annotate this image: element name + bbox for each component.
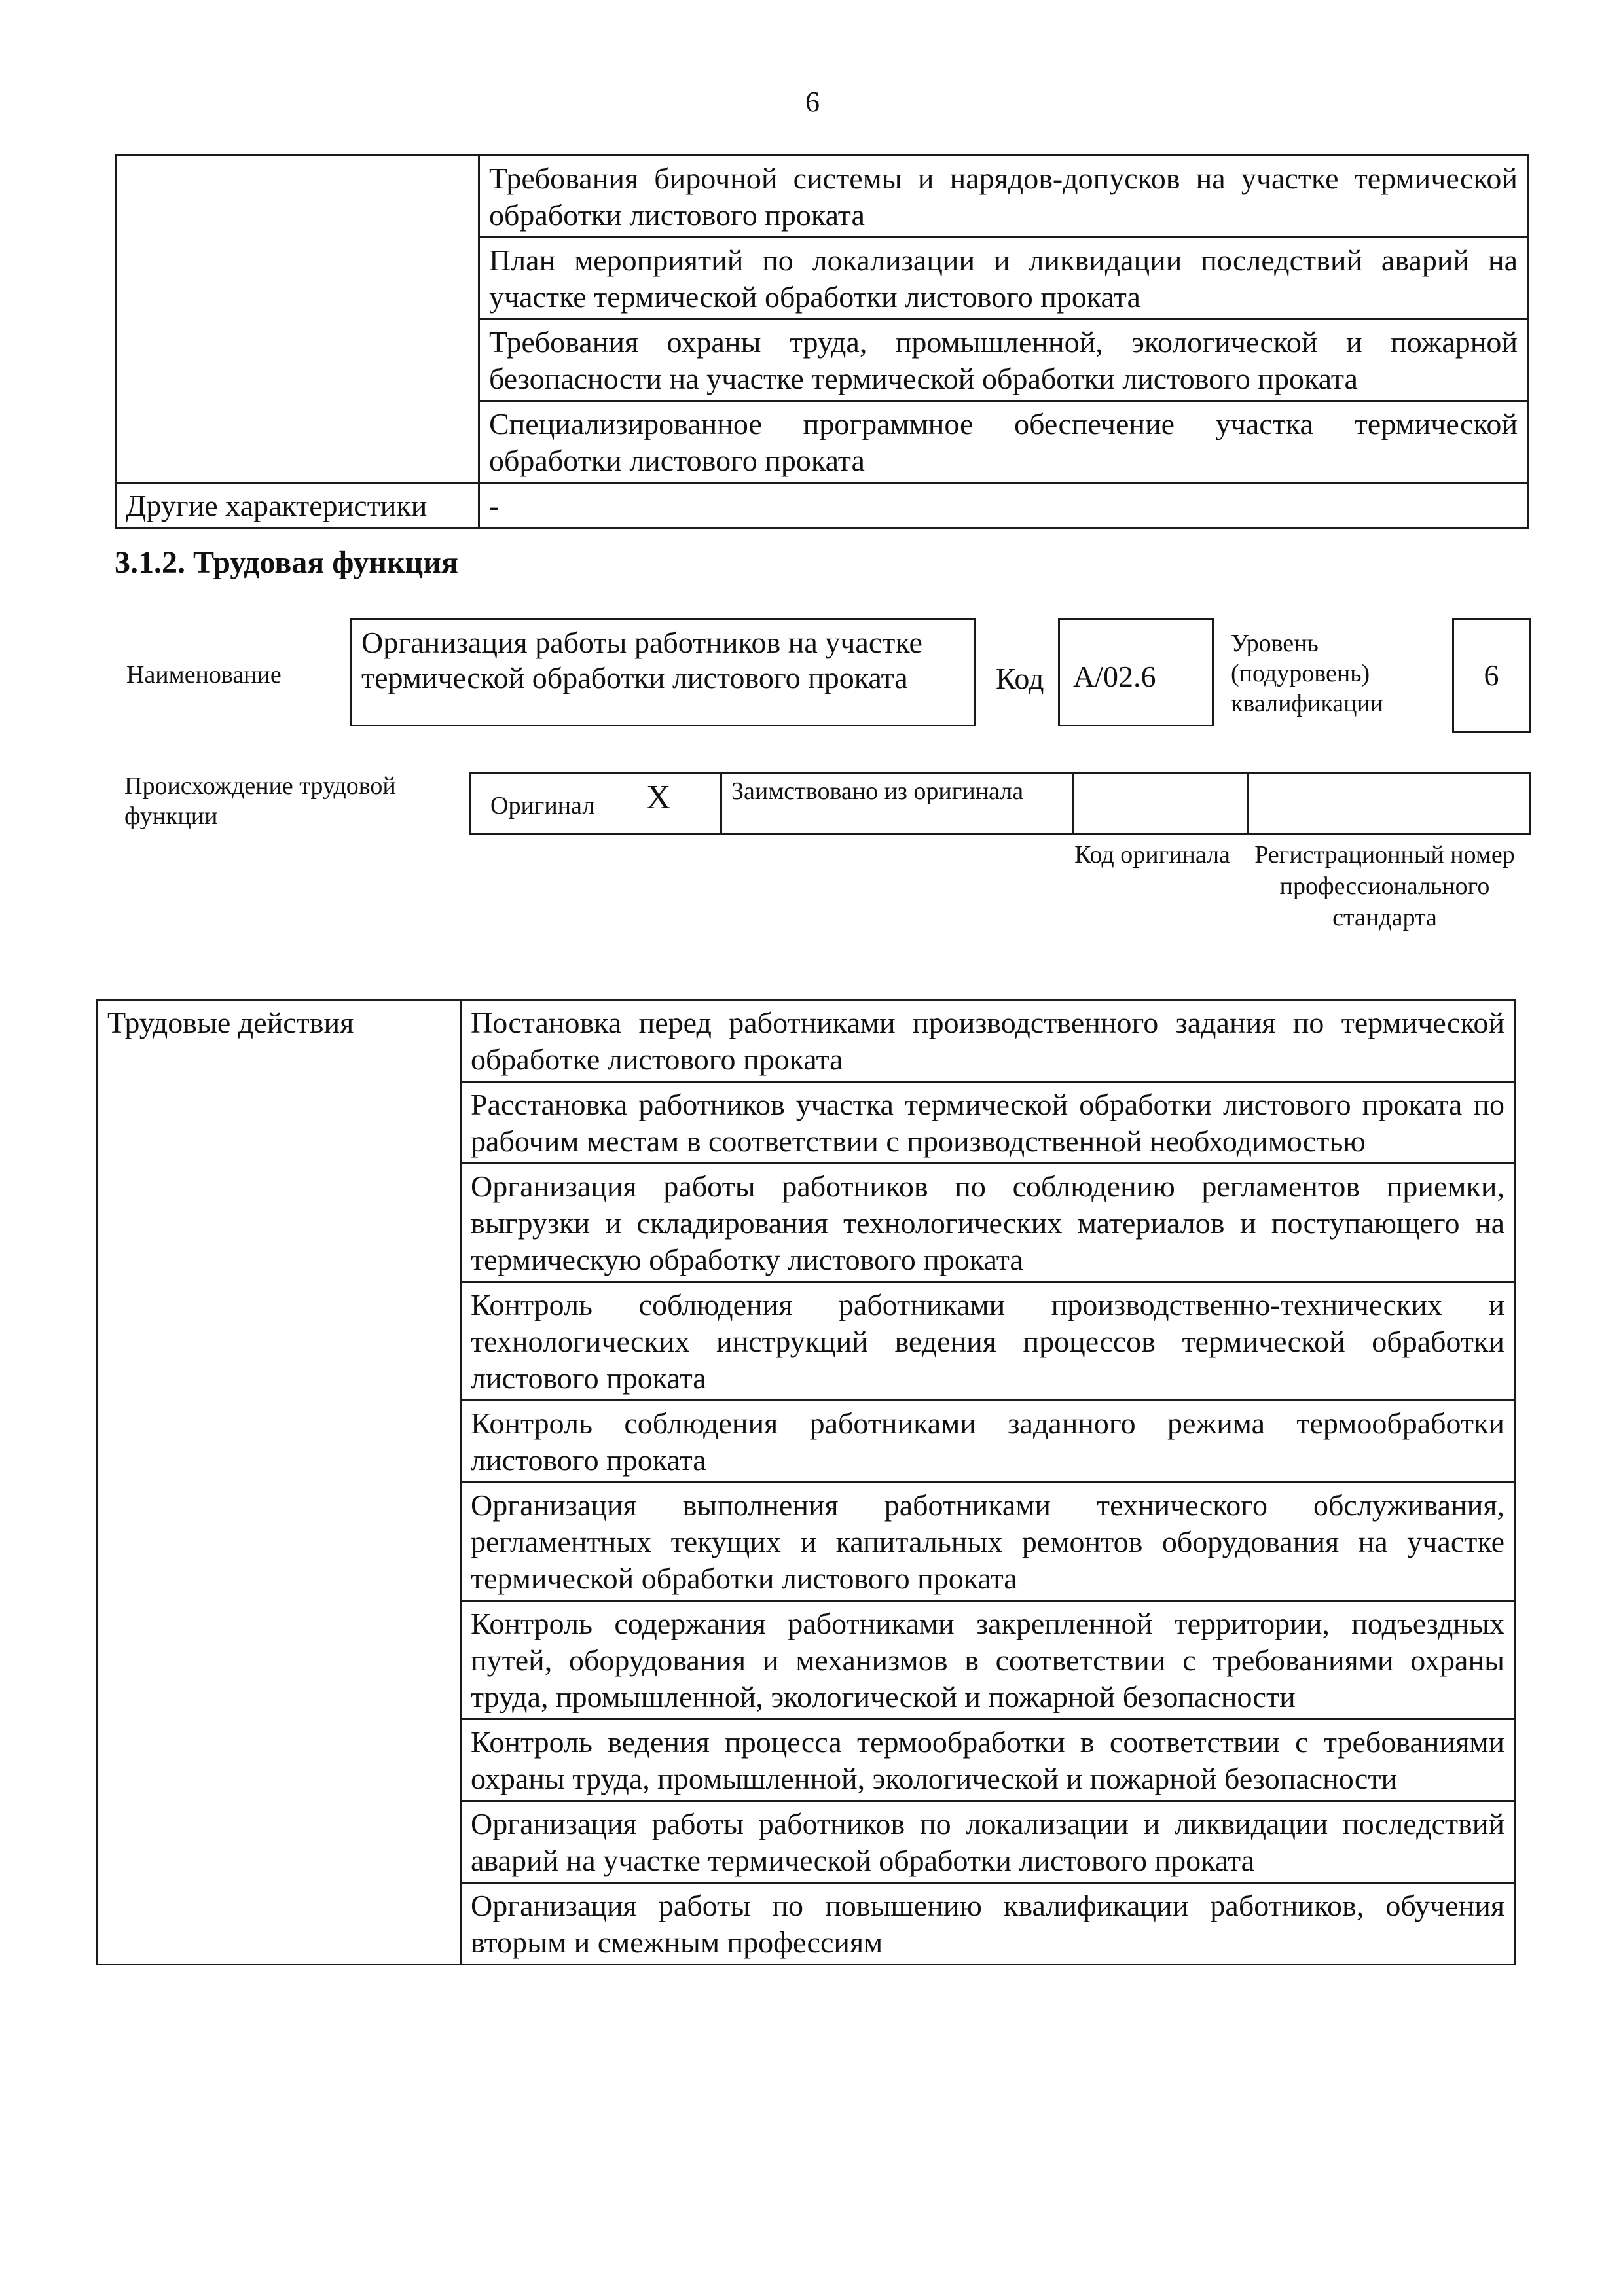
- labor-action-item: Организация работы работников по соблюдению регламентов приемки, выгрузки и складирования технологических материалов и поступающего на термическую обработку листового проката: [461, 1164, 1515, 1282]
- labor-action-item: Контроль ведения процесса термообработки в соответствии с требованиями охраны труда, промышленной, экологической и пожарной безопасности: [461, 1719, 1515, 1801]
- origin-table: [469, 772, 1531, 835]
- code-label: Код: [996, 662, 1044, 695]
- original-label: Оригинал: [490, 792, 595, 819]
- labor-action-item: Организация выполнения работниками технического обслуживания, регламентных текущих и капитальных ремонтов оборудования на участке термической обработки листового проката: [461, 1482, 1515, 1601]
- section-heading: 3.1.2. Трудовая функция: [115, 545, 458, 580]
- labor-action-item: Контроль соблюдения работниками заданного режима термообработки листового проката: [461, 1401, 1515, 1482]
- name-label: Наименование: [126, 661, 282, 689]
- borrowed-cell: Заимствовано из оригинала: [721, 774, 1074, 834]
- other-characteristics-value: -: [479, 483, 1528, 528]
- registration-number-caption: Регистрационный номер профессионального стандарта: [1254, 841, 1515, 931]
- table-cell: Требования бирочной системы и нарядов-допусков на участке термической обработки листового проката: [479, 156, 1528, 238]
- labor-action-item: Организация работы работников по локализации и ликвидации последствий аварий на участке термической обработки листового проката: [461, 1801, 1515, 1883]
- table-cell: План мероприятий по локализации и ликвидации последствий аварий на участке термической обработки листового проката: [479, 238, 1528, 319]
- table-row: [116, 483, 1528, 528]
- original-cell: [470, 774, 721, 834]
- table-row: [470, 774, 1530, 834]
- page-number: 6: [805, 86, 820, 118]
- table-cell: Требования охраны труда, промышленной, экологической и пожарной безопасности на участке термической обработки листового проката: [479, 319, 1528, 401]
- top-requirements-table: [115, 154, 1529, 529]
- labor-action-item: Постановка перед работниками производственного задания по термической обработке листового проката: [461, 1000, 1515, 1082]
- original-code-cell: [1074, 774, 1248, 834]
- original-mark: X: [646, 779, 671, 816]
- other-characteristics-label: Другие характеристики: [116, 483, 479, 528]
- table-cell: Специализированное программное обеспечение участка термической обработки листового проката: [479, 401, 1528, 483]
- origin-label: Происхождение трудовой функции: [124, 772, 396, 830]
- labor-actions-label: Трудовые действия: [98, 1000, 461, 1965]
- level-value-box: 6: [1452, 618, 1531, 733]
- labor-action-item: Контроль содержания работниками закрепленной территории, подъездных путей, оборудования и механизмов в соответствии с требованиями охраны труда, промышленной, экологической и пожарной безопасности: [461, 1601, 1515, 1719]
- table-row: [116, 156, 1528, 238]
- original-code-caption: Код оригинала: [1074, 841, 1230, 869]
- labor-actions-table: [96, 999, 1516, 1965]
- labor-action-item: Контроль соблюдения работниками производственно-технических и технологических инструкций ведения процессов термической обработки листового проката: [461, 1282, 1515, 1401]
- table-cell-empty: [116, 156, 479, 483]
- level-label: Уровень (подуровень) квалификации: [1231, 630, 1384, 717]
- labor-action-item: Расстановка работников участка термической обработки листового проката по рабочим местам в соответствии с производственной необходимостью: [461, 1082, 1515, 1164]
- function-name-box: Организация работы работников на участке термической обработки листового проката: [350, 618, 976, 726]
- code-value-box: А/02.6: [1058, 618, 1214, 726]
- registration-number-cell: [1248, 774, 1530, 834]
- table-row: [98, 1000, 1515, 1082]
- labor-action-item: Организация работы по повышению квалификации работников, обучения вторым и смежным профессиям: [461, 1883, 1515, 1965]
